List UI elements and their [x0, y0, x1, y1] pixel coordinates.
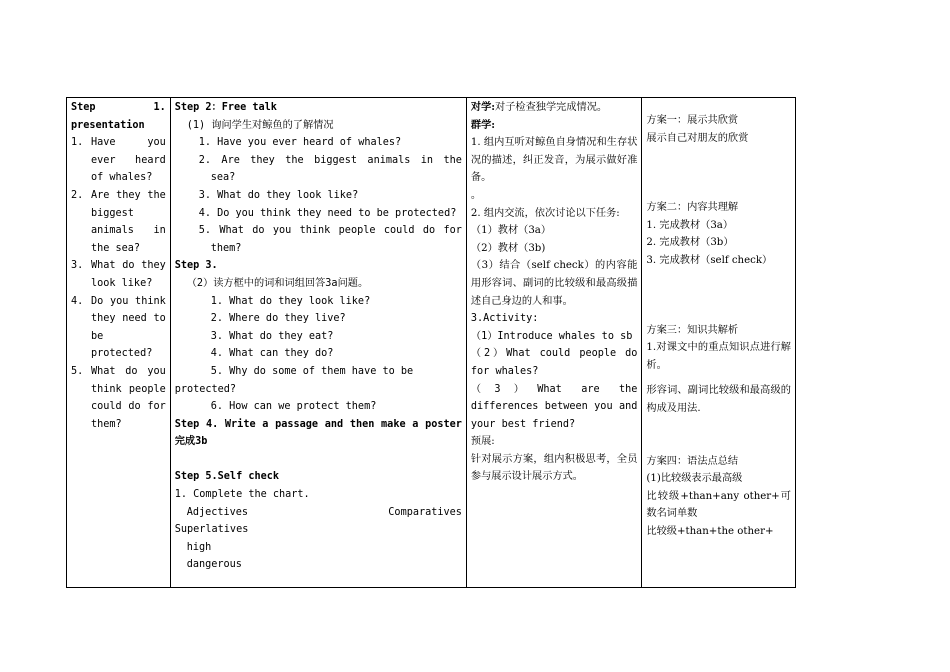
group-task-1: 1. 组内互听对鲸鱼自身情况和生存状况的描述，纠正发音，为展示做好准备。: [470, 137, 638, 184]
question-text: could do for: [91, 401, 166, 413]
group-task-2-item: （1）教材（3a）: [470, 225, 552, 237]
chart-header: [175, 504, 462, 522]
pair-learning: 对学:对子检查独学完成情况。: [470, 101, 608, 113]
presentation-question-line: [71, 169, 166, 187]
plan2-item: 2. 完成教材（3b）: [646, 237, 734, 249]
presentation-question-line: [71, 310, 166, 328]
presentation-question-line: [71, 257, 166, 275]
step2-question-cont: sea?: [210, 172, 236, 184]
plan2-item: 1. 完成教材（3a）: [646, 219, 734, 231]
question-text: Are they the: [91, 189, 166, 201]
step3-question-cont: protected?: [174, 383, 237, 395]
column-group-learning: [467, 98, 643, 587]
step4-title: Step 4. Write a passage and then make a poster: [174, 418, 462, 430]
step3-question: 3. What do they eat?: [210, 330, 334, 342]
presentation-question-line: [71, 134, 166, 152]
chart-word: dangerous: [186, 559, 242, 571]
group-task-2-item: （2）教材（3b): [470, 242, 546, 254]
separator-dot: 。: [470, 189, 482, 201]
step3-title: Step 3.: [174, 260, 218, 272]
presentation-question-line: [71, 240, 166, 258]
plan1-title: 方案一：展示共欣赏: [646, 115, 739, 126]
question-text: of whales?: [91, 172, 153, 184]
plan4-subtitle: (1)比较级表示最高级: [646, 473, 743, 485]
group-learning-label: 群学:: [470, 118, 496, 131]
plan1-text: 展示自己对朋友的欣赏: [646, 132, 749, 144]
step2-question: 2. Are they the biggest animals in the: [198, 154, 462, 166]
presentation-question-line: [71, 398, 166, 416]
plan4-rule: 比较级+than+the other+: [646, 525, 774, 537]
question-number: 1.: [71, 137, 84, 149]
plan3-text: 形容词、副词比较级和最高级的构成及用法.: [646, 385, 791, 414]
preview-text: 针对展示方案，组内积极思考，全员参与展示设计展示方式。: [470, 453, 638, 483]
plan3-text: 1.对课文中的重点知识点进行解析。: [646, 342, 791, 371]
comparatives-header: Comparatives: [388, 506, 462, 518]
presentation-question-line: [71, 328, 166, 346]
column-steps: [171, 98, 467, 587]
presentation-question-line: [71, 205, 166, 223]
group-task-2-item: （3）结合（self check）的内容能用形容词、副词的比较级和最高级描述自己身边的人和事。: [470, 260, 638, 307]
adjectives-header: Adjectives: [186, 506, 249, 518]
presentation-question-line: [71, 275, 166, 293]
question-text: animals in: [91, 225, 166, 237]
question-number: 4.: [71, 295, 84, 307]
question-text: What do you: [91, 365, 166, 377]
question-text: biggest: [91, 207, 134, 219]
step3-question: 2. Where do they live?: [210, 313, 346, 325]
step3-subtitle: （2）读方框中的词和词组回答3a问题。: [186, 277, 369, 289]
presentation-question-line: [71, 187, 166, 205]
column-plans: [642, 98, 795, 587]
presentation-question-line: [71, 152, 166, 170]
activity-item: （2）What could people do for whales?: [470, 348, 638, 377]
presentation-question-line: [71, 363, 166, 381]
presentation-question-line: [71, 345, 166, 363]
plan3-title: 方案三：知识共解析: [646, 324, 739, 336]
step2-question: 3. What do they look like?: [198, 189, 359, 201]
presentation-question-line: [71, 381, 166, 399]
question-text: look like?: [91, 277, 153, 289]
presentation-question-line: [71, 416, 166, 434]
question-text: the sea?: [91, 242, 141, 254]
step2-title: Step 2：Free talk: [174, 102, 277, 113]
plan2-item: 3. 完成教材（self check）: [646, 254, 773, 266]
superlatives-header: Superlatives: [174, 524, 249, 536]
step1-heading-cont: presentation: [71, 119, 145, 131]
group-task-2: 2. 组内交流，依次讨论以下任务:: [470, 207, 620, 219]
step3-question: 6. How can we protect them?: [210, 401, 377, 413]
step4-title-cont: 完成3b: [174, 436, 208, 448]
step2-question: 1. Have you ever heard of whales?: [198, 137, 402, 149]
presentation-question-line: [71, 222, 166, 240]
preview-label: 预展:: [470, 436, 495, 448]
question-text: What do they: [91, 260, 166, 272]
plan4-rule: 比较级+than+any other+可数名词单数: [646, 490, 791, 520]
step2-question: 5. What do you think people could do for: [198, 225, 462, 237]
plan2-title: 方案二：内容共理解: [646, 202, 739, 214]
question-text: protected?: [91, 348, 153, 360]
activity-item: （3）What are the differences between you and your best friend?: [470, 383, 638, 430]
step5-title: Step 5.Self check: [174, 471, 280, 483]
question-text: ever heard: [91, 154, 166, 166]
step2-question: 4. Do you think they need to be protected?: [198, 207, 457, 219]
step3-question: 5. Why do some of them have to be: [210, 365, 414, 377]
question-text: Do you think: [91, 295, 166, 307]
question-text: think people: [91, 383, 166, 395]
question-number: 5.: [71, 365, 84, 377]
presentation-question-line: [71, 293, 166, 311]
step2-subtitle: (1) 询问学生对鲸鱼的了解情况: [186, 119, 334, 131]
question-number: 2.: [71, 189, 84, 201]
question-text: Have you: [91, 137, 166, 149]
plan4-title: 方案四：语法点总结: [646, 455, 739, 467]
lesson-plan-table: [66, 97, 796, 588]
step3-question: 1. What do they look like?: [210, 295, 371, 307]
step5-instruction: 1. Complete the chart.: [174, 489, 310, 501]
step3-question: 4. What can they do?: [210, 348, 334, 360]
step2-question-cont: them?: [210, 242, 242, 254]
column-presentation: [67, 98, 171, 587]
question-text: they need to: [91, 313, 166, 325]
question-number: 3.: [71, 260, 84, 272]
step1-heading: Step 1.: [71, 102, 166, 113]
presentation-questions: [71, 134, 166, 433]
activity-item: （1）Introduce whales to sb: [470, 330, 633, 342]
question-text: be: [91, 330, 104, 342]
chart-word: high: [186, 541, 212, 553]
activity-title: 3.Activity:: [470, 313, 539, 325]
question-text: them?: [91, 418, 122, 430]
